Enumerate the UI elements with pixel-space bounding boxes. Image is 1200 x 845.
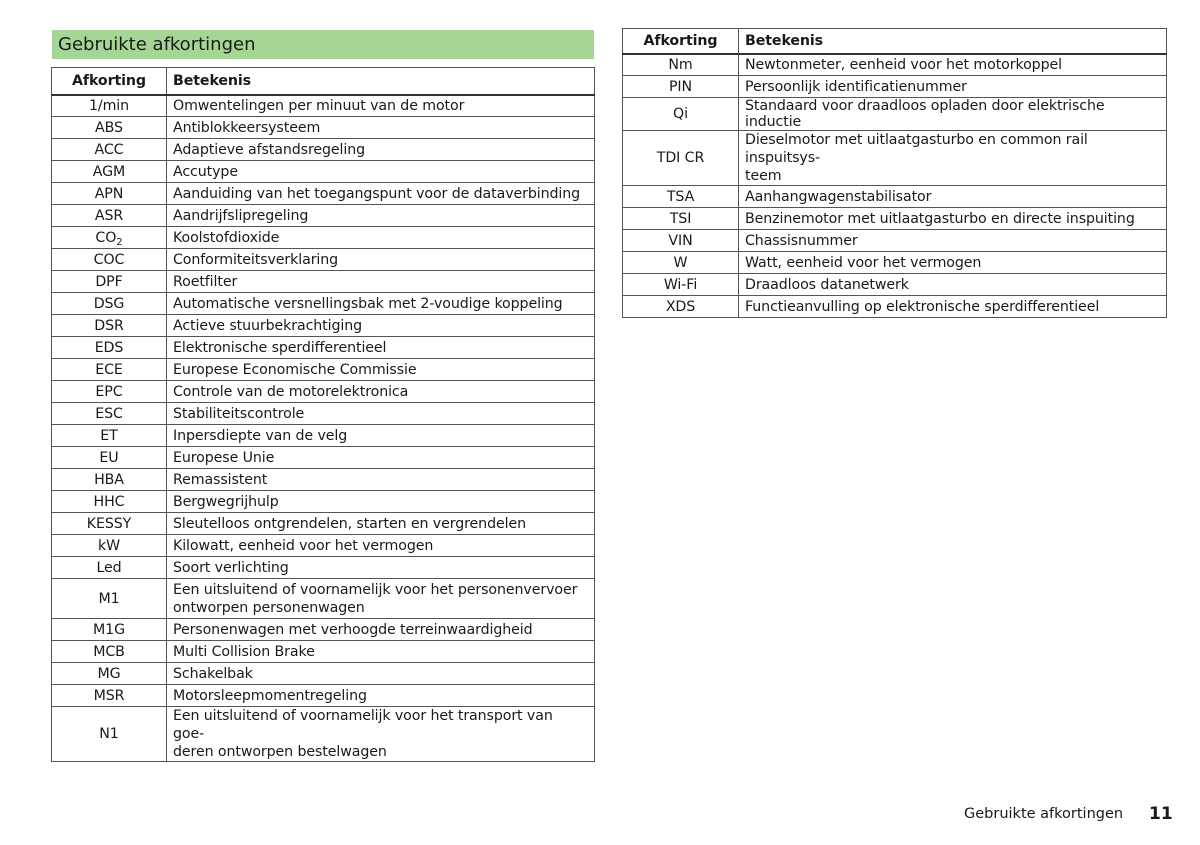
abbreviation-text: MG [97,665,121,682]
abbreviation-cell [52,685,167,707]
abbreviation-cell [623,208,739,230]
abbreviation-text: HBA [94,471,124,488]
abbreviation-text: W [673,254,688,271]
meaning-cell: Actieve stuurbekrachtiging [167,315,595,337]
abbreviation-text: ESC [95,405,123,422]
footer-section-title: Gebruikte afkortingen [964,806,1124,822]
abbreviation-cell [52,619,167,641]
abbreviation-text: EPC [95,383,123,400]
table-row [52,205,595,227]
abbreviation-cell [52,557,167,579]
meaning-line: teem [745,168,782,184]
table-row [623,76,1167,98]
abbreviation-cell [52,249,167,271]
table-row [52,663,595,685]
meaning-cell: Accutype [167,161,595,183]
abbreviation-text: Qi [673,106,688,122]
table-row [52,707,595,762]
column-header-abbreviation: Afkorting [52,68,167,95]
abbreviation-text: PIN [668,78,693,95]
meaning-cell: Personenwagen met verhoogde terreinwaardigheid [167,619,595,641]
abbreviation-text: Wi-Fi [663,276,698,293]
abbreviation-text: ABS [95,119,123,136]
table-row [52,619,595,641]
section-title: Gebruikte afkortingen [52,30,594,59]
abbreviation-text: EDS [94,339,124,356]
table-row [52,557,595,579]
abbreviation-cell [623,274,739,296]
abbreviation-cell [52,337,167,359]
table-row [52,685,595,707]
abbreviation-cell [52,403,167,425]
abbreviation-text: VIN [668,232,693,249]
abbreviation-text: TDI CR [656,150,705,166]
abbreviation-text: APN [94,185,124,202]
table-row [52,293,595,315]
meaning-cell: Functieanvulling op elektronische sperdifferentieel [739,296,1167,318]
abbreviation-cell [52,579,167,619]
meaning-cell: Adaptieve afstandsregeling [167,139,595,161]
abbreviation-text: ACC [94,141,124,158]
meaning-cell: Sleutelloos ontgrendelen, starten en vergrendelen [167,513,595,535]
table-row [52,161,595,183]
table-row [52,359,595,381]
abbreviation-text: Led [96,559,122,576]
meaning-cell: Watt, eenheid voor het vermogen [739,252,1167,274]
abbreviation-subscript: 2 [116,236,123,248]
column-header-meaning: Betekenis [167,68,595,95]
abbreviation-cell [52,117,167,139]
abbreviation-text: ET [100,427,118,444]
abbreviations-table-right [622,28,1167,318]
abbreviation-cell [52,663,167,685]
meaning-cell: Aanhangwagenstabilisator [739,186,1167,208]
abbreviation-text: HHC [93,493,125,510]
meaning-cell: Aandrijfslipregeling [167,205,595,227]
meaning-cell: Standaard voor draadloos opladen door elektrische inductie [739,98,1167,131]
meaning-cell: Automatische versnellingsbak met 2-voudige koppeling [167,293,595,315]
meaning-cell: Aanduiding van het toegangspunt voor de dataverbinding [167,183,595,205]
abbreviation-cell [52,447,167,469]
table-row [52,513,595,535]
meaning-cell: Kilowatt, eenheid voor het vermogen [167,535,595,557]
table-row [623,98,1167,131]
table-row [52,95,595,117]
meaning-line: Dieselmotor met uitlaatgasturbo en common rail inspuitsys- [745,132,1088,166]
meaning-cell: Conformiteitsverklaring [167,249,595,271]
table-row [52,117,595,139]
meaning-cell [167,579,595,619]
meaning-cell: Soort verlichting [167,557,595,579]
meaning-line: Een uitsluitend of voornamelijk voor het personenvervoer [173,581,578,598]
abbreviation-cell [623,296,739,318]
table-row [52,403,595,425]
table-row [52,535,595,557]
abbreviation-cell [52,491,167,513]
abbreviation-cell [52,513,167,535]
abbreviation-text: M1 [98,590,120,607]
meaning-cell [167,707,595,762]
abbreviation-text: DSG [93,295,125,312]
meaning-cell: Omwentelingen per minuut van de motor [167,95,595,117]
abbreviations-table-left [51,67,595,762]
abbreviation-cell [52,95,167,117]
meaning-cell: Draadloos datanetwerk [739,274,1167,296]
table-row [52,227,595,249]
table-row [52,249,595,271]
abbreviation-text: TSA [666,188,695,205]
abbreviation-cell [52,425,167,447]
table-row [52,641,595,663]
table-row [52,271,595,293]
abbreviation-cell [623,252,739,274]
table-row [52,139,595,161]
abbreviation-cell [52,381,167,403]
abbreviation-cell [52,315,167,337]
table-row [623,186,1167,208]
abbreviation-text: CO [95,229,117,246]
abbreviation-text: M1G [93,621,125,638]
meaning-cell: Benzinemotor met uitlaatgasturbo en directe inspuiting [739,208,1167,230]
table-row [52,447,595,469]
meaning-cell: Bergwegrijhulp [167,491,595,513]
table-row [623,54,1167,76]
abbreviation-cell [623,230,739,252]
meaning-cell: Koolstofdioxide [167,227,595,249]
abbreviation-text: XDS [665,298,696,315]
meaning-line: deren ontworpen bestelwagen [173,744,387,760]
abbreviation-cell [623,98,739,131]
meaning-cell: Remassistent [167,469,595,491]
abbreviation-text: kW [97,537,121,554]
abbreviation-text: MCB [93,643,125,660]
table-row [623,230,1167,252]
abbreviation-cell [52,469,167,491]
abbreviation-text: AGM [92,163,126,180]
abbreviation-cell [52,183,167,205]
abbreviation-cell [52,227,167,249]
abbreviation-cell [52,535,167,557]
table-row [52,491,595,513]
abbreviation-text: ASR [94,207,124,224]
table-header-row [52,68,595,95]
table-row [52,183,595,205]
meaning-cell: Schakelbak [167,663,595,685]
abbreviation-text: EU [99,449,119,466]
table-row [623,131,1167,186]
column-header-meaning: Betekenis [739,29,1167,54]
table-row [52,425,595,447]
meaning-cell: Multi Collision Brake [167,641,595,663]
meaning-cell: Antiblokkeersysteem [167,117,595,139]
abbreviation-cell [52,293,167,315]
meaning-cell: Roetfilter [167,271,595,293]
column-header-abbreviation: Afkorting [623,29,739,54]
abbreviation-text: 1/min [88,97,130,114]
meaning-cell: Controle van de motorelektronica [167,381,595,403]
meaning-cell: Motorsleepmomentregeling [167,685,595,707]
table-row [52,315,595,337]
meaning-line: ontworpen personenwagen [173,599,365,616]
meaning-cell [739,131,1167,186]
meaning-cell: Inpersdiepte van de velg [167,425,595,447]
abbreviation-text: DPF [95,273,123,290]
abbreviation-text: TSI [669,210,692,227]
meaning-line: Een uitsluitend of voornamelijk voor het transport van goe- [173,708,553,742]
table-row [623,208,1167,230]
abbreviation-text: ECE [95,361,123,378]
table-row [52,381,595,403]
table-row [52,579,595,619]
table-row [52,337,595,359]
page-number: 11 [1149,804,1173,824]
abbreviation-cell [52,139,167,161]
abbreviation-text: DSR [94,317,124,334]
meaning-cell: Newtonmeter, eenheid voor het motorkoppel [739,54,1167,76]
table-header-row [623,29,1167,54]
abbreviation-text: MSR [93,687,125,704]
abbreviation-cell [623,54,739,76]
abbreviation-cell [52,271,167,293]
meaning-cell: Europese Economische Commissie [167,359,595,381]
table-row [52,469,595,491]
abbreviation-text: Nm [668,56,693,73]
meaning-cell: Persoonlijk identificatienummer [739,76,1167,98]
abbreviation-cell [623,76,739,98]
abbreviation-cell [52,359,167,381]
abbreviation-text: KESSY [86,515,132,532]
meaning-cell: Stabiliteitscontrole [167,403,595,425]
table-row [623,252,1167,274]
meaning-cell: Elektronische sperdifferentieel [167,337,595,359]
abbreviation-cell [52,205,167,227]
abbreviation-text: COC [93,251,125,268]
meaning-cell: Europese Unie [167,447,595,469]
abbreviation-text: N1 [99,726,119,742]
meaning-cell: Chassisnummer [739,230,1167,252]
abbreviation-cell [623,131,739,186]
abbreviation-cell [52,641,167,663]
abbreviation-cell [52,161,167,183]
table-row [623,296,1167,318]
abbreviation-cell [52,707,167,762]
table-row [623,274,1167,296]
abbreviation-cell [623,186,739,208]
